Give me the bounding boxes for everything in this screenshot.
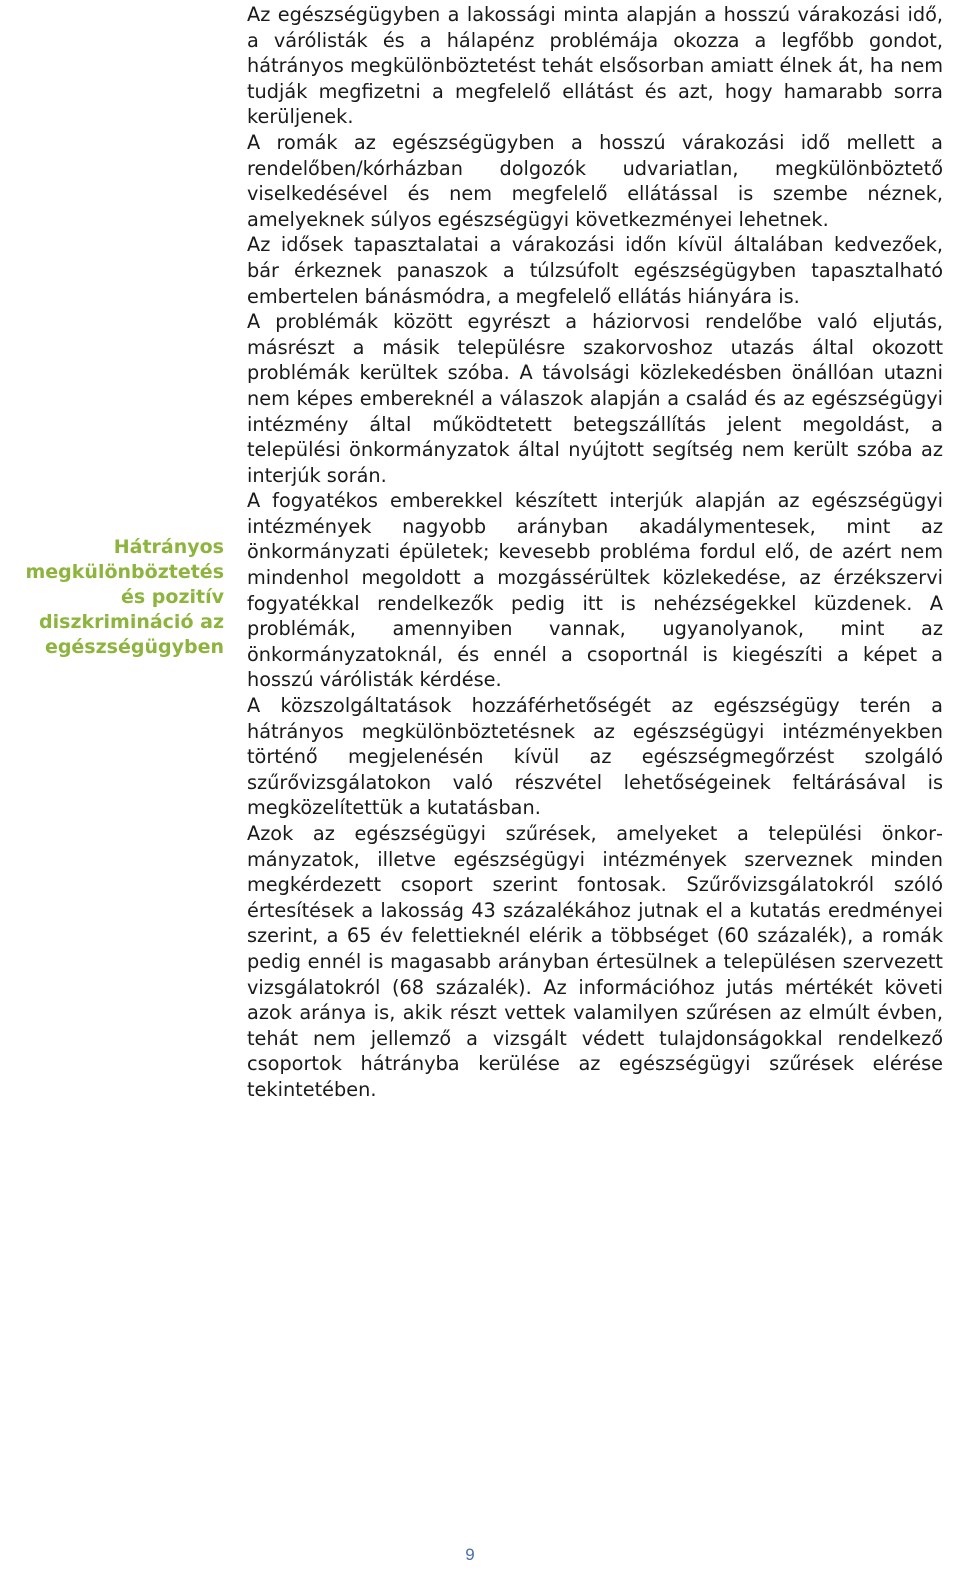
sidebar-heading-line: Hátrányos bbox=[113, 536, 224, 558]
sidebar-heading-line: és pozitív bbox=[120, 586, 224, 608]
sidebar-heading-line: megkülönböztetés bbox=[25, 561, 224, 583]
paragraph: A romák az egészségügyben a hosszú várakozási idő mellett a rendelőben/kórházban dolgozók udvariatlan, megkülönböztető viselkedésével és nem megfelelő ellátással is szembe néznek, amelyeknek súlyos egészségügyi következményei lehetnek. bbox=[247, 130, 943, 231]
paragraph: Az egészségügyben a lakossági minta alapján a hosszú várakozási idő, a várólisták és a hálapénz problémája okozza a legfőbb gondot, hátrányos megkülönböztetést tehát elsősorban amiatt élnek át, ha nem tudják megfizetni a megfelelő ellátást és azt, hogy hamarabb sorra kerüljenek. bbox=[247, 3, 943, 129]
paragraph: A közszolgáltatások hozzáférhetőségét az egészségügy terén a hátrányos megkülönböztetésnek az egészségügyi intézményekben történő megjelenésén kívül az egészségmegőrzést szolgáló szűrővizsgálatokon való részvétel lehetőségeinek feltárásával is megközelítettük a kutatásban. bbox=[247, 694, 943, 820]
main-body-text bbox=[247, 2, 943, 1103]
paragraph: A problémák között egyrészt a háziorvosi rendelőbe való eljutás, másrészt a másik településre szakorvoshoz utazás által okozott problémák kerültek szóba. A távolsági közlekedésben önállóan utazni nem képes embereknél a válaszok alapján a család és az egészségügyi intézmény által működtetett betegszállítás jelent megoldást, a települési önkormányzatok által nyújtott segítség nem került szóba az interjúk során. bbox=[247, 310, 943, 487]
sidebar-heading-line: egészségügyben bbox=[44, 636, 224, 658]
section-sidebar-heading bbox=[0, 535, 224, 660]
sidebar-heading-line: diszkrimináció az bbox=[39, 611, 224, 633]
paragraph: Az idősek tapasztalatai a várakozási időn kívül általában kedvezőek, bár érkeznek panaszok a túlzsúfolt egészségügyben tapasztalható embertelen bánásmódra, a megfelelő ellátás hiányára is. bbox=[247, 233, 943, 308]
paragraph: A fogyatékos emberekkel készített interjúk alapján az egészségügyi intézmények nagyobb arányban akadálymentesek, mint az önkormányzati épületek; kevesebb probléma fordul elő, de azért nem mindenhol megoldott a mozgássérültek közlekedése, az érzékszervi fogyatékkal rendelkezők pedig itt is nehézségekkel küzdenek. A problémák, amennyiben vannak, ugyanolyanok, mint az önkormányzatoknál, és ennél a csoportnál is kiegészíti a képet a hosszú várólisták kérdése. bbox=[247, 489, 943, 692]
page-number: 9 bbox=[465, 1545, 475, 1564]
paragraph: Azok az egészségügyi szűrések, amelyeket a települési önkormányzatok, illetve egészségügyi intézmények szerveznek minden megkérdezett csoport szerint fontosak. Szűrővizsgálatokról szóló értesítések a lakosság 43 százalékához jutnak el a kutatás eredményei szerint, a 65 év felettieknél elérik a többséget (60 százalék), a romák pedig ennél is magasabb arányban értesülnek a településen szervezett vizsgálatokról (68 százalék). Az információhoz jutás mértékét követi azok aránya is, akik részt vettek valamilyen szűrésen az elmúlt évben, tehát nem jellemző a vizsgált védett tulajdonságokkal rendelkező csoportok hátrányba kerülése az egészségügyi szűrések elérése tekintetében. bbox=[247, 822, 943, 1101]
